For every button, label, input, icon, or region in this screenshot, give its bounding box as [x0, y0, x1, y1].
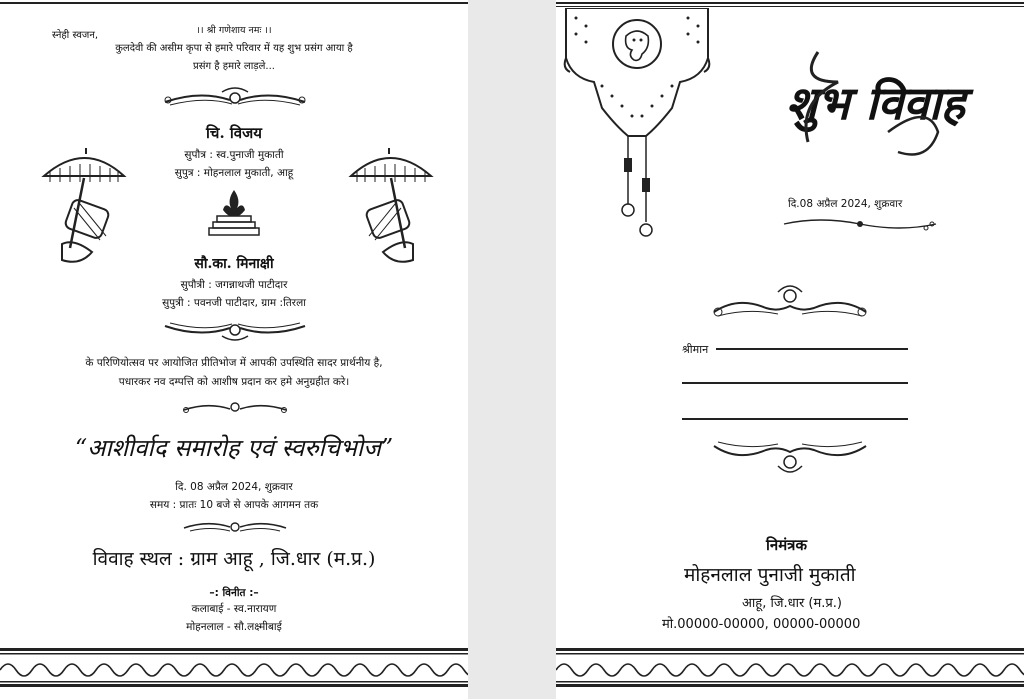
address-line[interactable]	[716, 348, 908, 350]
calligraphy-swash-icon	[778, 42, 948, 182]
top-border-line	[556, 2, 1024, 4]
nimantrak-address: आहू, जि.धार (म.प्र.)	[742, 596, 842, 611]
top-border-line	[0, 2, 468, 4]
umbrella-dhol-icon	[345, 148, 435, 270]
event-time: समय : प्रातः 10 बजे से आपके आगमन तक	[149, 499, 319, 511]
ornament-divider-icon	[708, 432, 872, 476]
nimantrak-name: मोहनलाल पुनाजी मुकाती	[684, 564, 856, 586]
nimantrak-heading: निमंत्रक	[766, 536, 807, 554]
greeting-text: स्नेही स्वजन,	[52, 30, 99, 41]
ornament-divider-icon	[708, 282, 872, 326]
nimantrak-mobile: मो.00000-00000, 00000-00000	[662, 617, 861, 632]
ornament-divider-icon	[160, 316, 310, 342]
bride-parent: सुपुत्री : पवनजी पाटीदार, ग्राम :तिरला	[162, 297, 306, 309]
ornament-divider-icon	[160, 86, 310, 112]
event-date: दि. 08 अप्रैल 2024, शुक्रवार	[175, 481, 293, 493]
bride-name: सौ.का. मिनाक्षी	[194, 256, 274, 272]
vinit-line-2: मोहनलाल - सौ.लक्ष्मीबाई	[186, 621, 282, 633]
left-card-page	[0, 0, 468, 699]
groom-grandparent: सुपौत्र : स्व.पुनाजी मुकाती	[184, 149, 284, 161]
venue-text: विवाह स्थल : ग्राम आहू , जि.धार (म.प्र.)	[92, 548, 376, 570]
address-line[interactable]	[682, 382, 908, 384]
vinit-heading: –: विनीत :–	[209, 587, 259, 599]
invite-line-2: पधारकर नव दम्पत्ति को आशीष प्रदान कर हमे अनुग्रहीत करे।	[118, 376, 350, 388]
umbrella-dhol-icon	[40, 148, 130, 270]
groom-name: चि. विजय	[206, 124, 262, 142]
top-border-line	[556, 6, 1024, 7]
shriman-label: श्रीमान	[682, 343, 709, 356]
ornament-divider-icon	[180, 398, 290, 418]
ornament-divider-icon	[780, 214, 940, 234]
event-title: “आशीर्वाद समारोह एवं स्वरुचिभोज”	[74, 434, 394, 462]
bottom-border-pattern-icon	[0, 648, 468, 688]
address-line[interactable]	[682, 418, 908, 420]
bottom-border-pattern-icon	[556, 648, 1024, 688]
bride-grandparent: सुपौत्री : जगन्नाथजी पाटीदार	[180, 279, 288, 291]
intro-line-2: प्रसंग है हमारे लाड़ले...	[193, 61, 275, 72]
ganesh-mantra: ।। श्री गणेशाय नमः ।।	[196, 25, 272, 36]
right-card-page	[556, 0, 1024, 699]
intro-line-1: कुलदेवी की असीम कृपा से हमारे परिवार में यह शुभ प्रसंग आया है	[115, 43, 353, 54]
header-date: दि.08 अप्रैल 2024, शुक्रवार	[788, 198, 903, 210]
groom-parent: सुपुत्र : मोहनलाल मुकाती, आहू	[174, 167, 294, 179]
havan-kund-icon	[207, 188, 261, 238]
ornament-divider-icon	[180, 518, 290, 538]
vinit-line-1: कलाबाई - स्व.नारायण	[191, 603, 277, 615]
invite-line-1: के परिणियोत्सव पर आयोजित प्रीतिभोज में आपकी उपस्थिति सादर प्रार्थनीय है,	[85, 357, 383, 369]
ganesh-torana-icon	[562, 8, 712, 244]
shubh-vivah-calligraphy: शुभ विवाह	[786, 76, 966, 130]
